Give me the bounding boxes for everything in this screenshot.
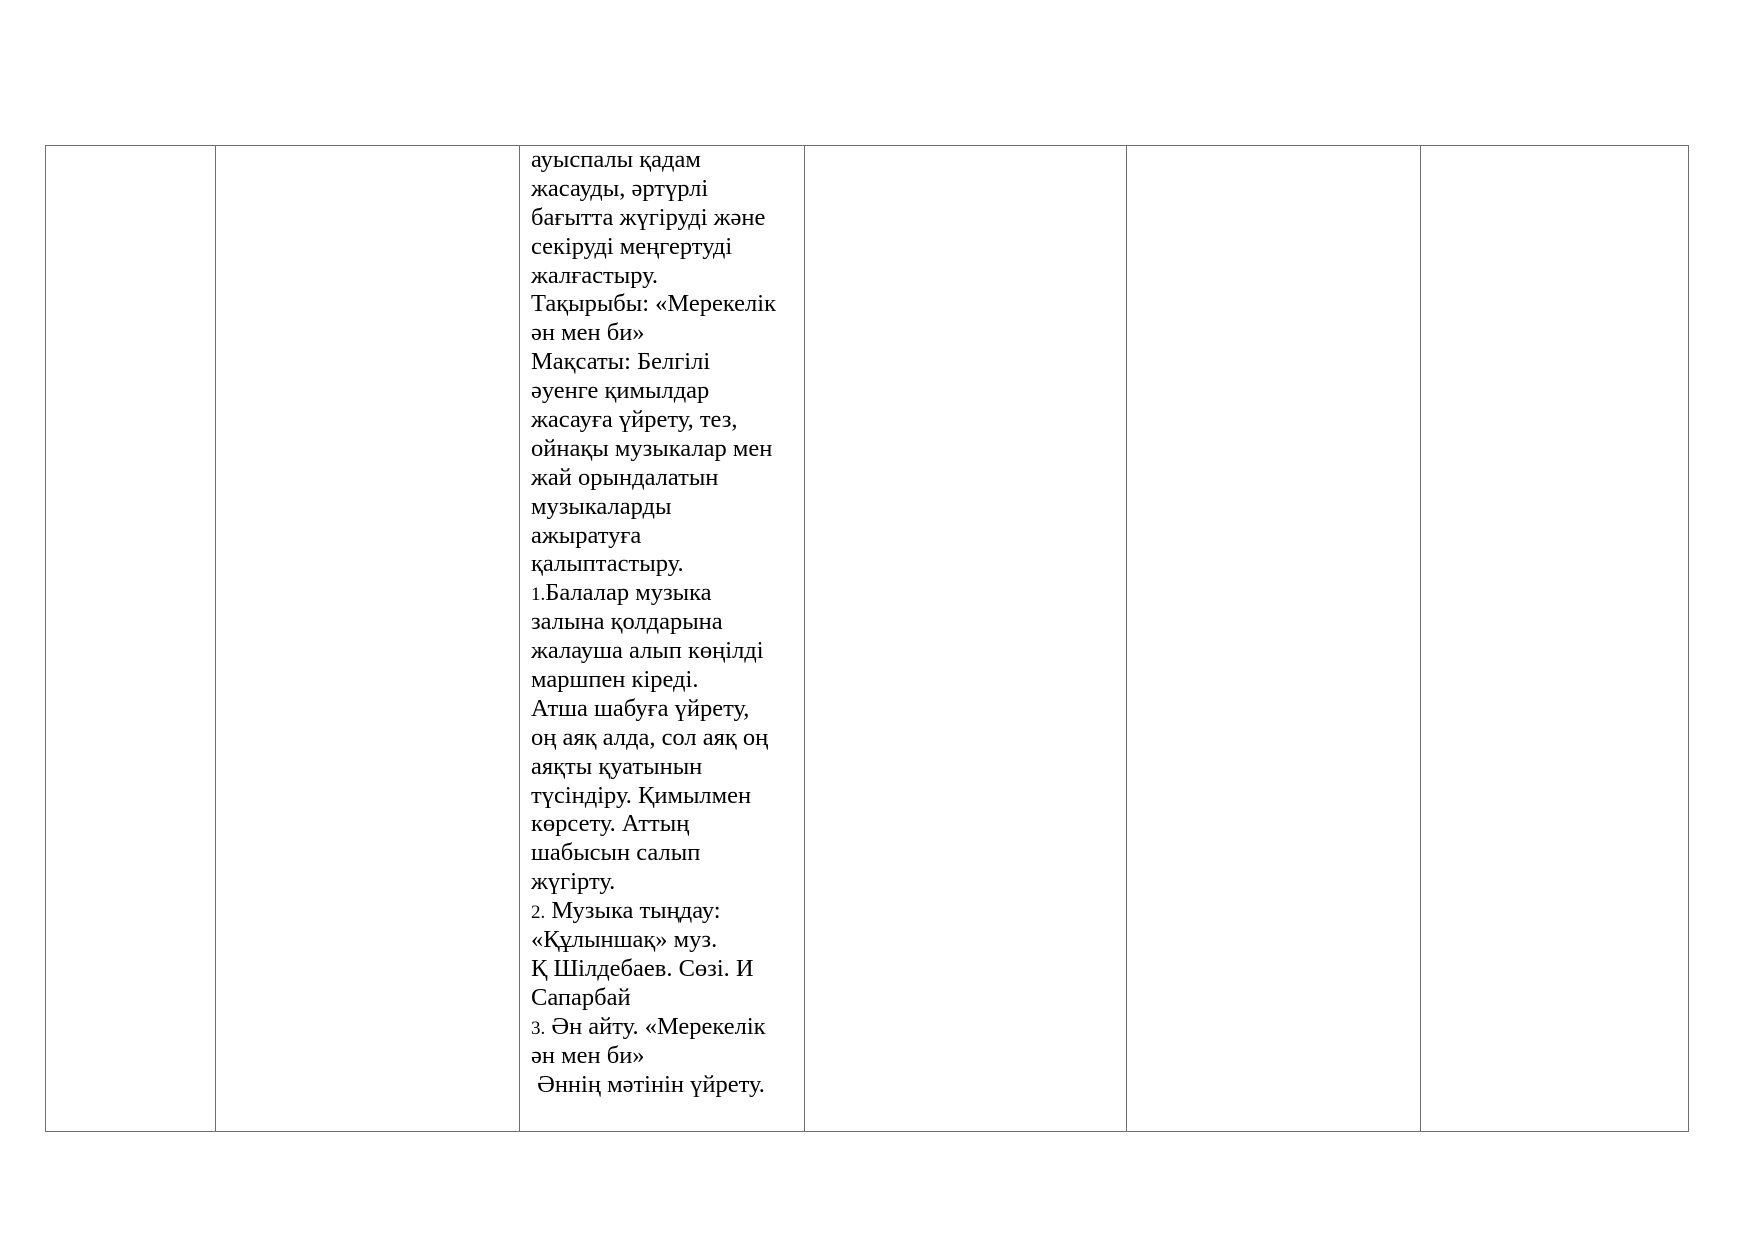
table-cell-2 <box>216 146 520 1132</box>
list-number: 2. <box>531 902 546 924</box>
goal-line: ажыратуға <box>531 521 642 549</box>
text-line: жалауша алып көңілді <box>531 637 764 665</box>
goal-line: Мақсаты: Белгілі <box>531 348 711 376</box>
lesson-plan-table <box>45 145 1689 1132</box>
goal-line: музыкаларды <box>531 492 672 520</box>
table-cell-4 <box>805 146 1127 1132</box>
text-line: Әннің мәтінін үйрету. <box>531 1070 765 1098</box>
text-line: Атша шабуға үйрету, <box>531 694 750 722</box>
list-item-2 <box>531 897 804 926</box>
topic-line: ән мен би» <box>531 319 645 347</box>
list-item-text: Балалар музыка <box>545 579 712 607</box>
goal-line: әуенге қимылдар <box>531 377 710 405</box>
list-item-text: Музыка тыңдау: <box>545 897 721 925</box>
text-line: жасауды, әртүрлі <box>531 174 709 202</box>
goal-line: ойнақы музыкалар мен <box>531 434 773 462</box>
text-line: маршпен кіреді. <box>531 666 699 694</box>
text-line: Қ Шілдебаев. Сөзі. И <box>531 954 754 982</box>
text-line: көрсету. Аттың <box>531 810 690 838</box>
text-line: оң аяқ алда, сол аяқ оң <box>531 723 769 751</box>
text-line: жалғастыру. <box>531 261 659 289</box>
text-line: жүгірту. <box>531 868 616 896</box>
goal-line: жасауға үйрету, тез, <box>531 406 738 434</box>
topic-line: Тақырыбы: «Мерекелік <box>531 290 776 318</box>
text-line: түсіндіру. Қимылмен <box>531 781 752 809</box>
text-line: шабысын салып <box>531 839 701 867</box>
text-line: ауыспалы қадам <box>531 146 701 173</box>
text-line: Сапарбай <box>531 983 631 1011</box>
table-cell-6 <box>1421 146 1689 1132</box>
list-item-text: Ән айту. «Мерекелік <box>545 1012 766 1040</box>
text-line: бағытта жүгіруді және <box>531 203 766 231</box>
list-item-3 <box>531 1013 804 1042</box>
table-cell-1 <box>46 146 216 1132</box>
lesson-content-text <box>520 146 804 1099</box>
list-number: 1. <box>531 584 546 606</box>
table-row <box>46 146 1689 1132</box>
text-line: аяқты қуатынын <box>531 752 703 780</box>
text-line: секіруді меңгертуді <box>531 232 733 260</box>
list-item-1 <box>531 579 804 608</box>
table-cell-5 <box>1127 146 1421 1132</box>
goal-line: қалыптастыру. <box>531 550 684 578</box>
list-number: 3. <box>531 1017 546 1039</box>
goal-line: жай орындалатын <box>531 463 719 491</box>
text-line: ән мен би» <box>531 1041 645 1069</box>
lesson-content-cell <box>520 146 805 1132</box>
text-line: залына қолдарына <box>531 608 723 636</box>
text-line: «Құлыншақ» муз. <box>531 926 718 954</box>
